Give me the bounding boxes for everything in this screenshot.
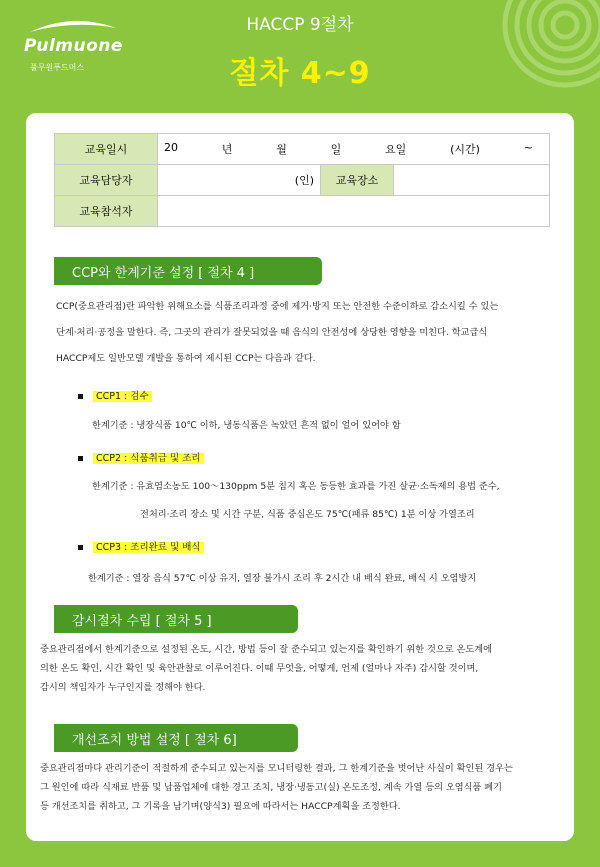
date-range-tilde: ~ bbox=[523, 141, 533, 154]
ccp2-detail-2: 전처리·조리 장소 및 시간 구분, 식품 중심온도 75℃(패류 85℃) 1분 이상 가열조리 bbox=[140, 509, 475, 520]
ccp3-detail: 한계기준 : 열장 음식 57℃ 이상 유지, 열장 불가시 조리 후 2시간 내 배식 완료, 배식 시 오염방지 bbox=[88, 573, 477, 584]
date-weekday-unit: 요일 bbox=[385, 143, 407, 156]
ccp2-item bbox=[78, 450, 204, 464]
content-card bbox=[26, 113, 574, 841]
attendee-label: 교육참석자 bbox=[55, 196, 158, 227]
section6-paragraph bbox=[40, 759, 566, 816]
section4-line-1: CCP(중요관리점)란 파악한 위해요소를 식품조리과정 중에 제거·방지 또는 안전한 수준이하로 감소시킬 수 있는 bbox=[56, 301, 499, 312]
place-field[interactable] bbox=[394, 165, 550, 196]
date-year-unit: 년 bbox=[221, 143, 233, 156]
section4-line-3: HACCP제도 일반모델 개발을 통하여 제시된 CCP는 다음과 같다. bbox=[56, 353, 316, 364]
logo-brand: Pulmuone bbox=[24, 36, 123, 56]
bullet-icon bbox=[78, 545, 83, 550]
date-month-unit: 월 bbox=[276, 143, 287, 156]
manager-label: 교육담당자 bbox=[55, 165, 158, 196]
date-field[interactable] bbox=[158, 134, 550, 165]
date-label: 교육일시 bbox=[55, 134, 158, 165]
place-label: 교육장소 bbox=[321, 165, 394, 196]
page-subtitle: 절차 4~9 bbox=[229, 56, 371, 91]
section4-line-2: 단계·처리·공정을 말한다. 즉, 그곳의 관리가 잘못되었을 때 음식의 안전성에 상당한 영향을 미친다. 학교급식 bbox=[56, 327, 488, 338]
date-year: 20 bbox=[164, 141, 178, 154]
section5-line-3: 감시의 책임자가 누구인지를 정해야 한다. bbox=[40, 682, 206, 693]
section4-paragraph bbox=[56, 294, 556, 372]
attendee-field[interactable] bbox=[158, 196, 550, 227]
ccp1-detail: 한계기준 : 냉장식품 10℃ 이하, 냉동식품은 녹았던 흔적 없이 얼어 있어야 함 bbox=[92, 420, 401, 431]
logo-subtitle: 풀무원푸드머스 bbox=[30, 63, 85, 72]
section6-heading: 개선조치 방법 설정 [ 절차 6] bbox=[54, 724, 298, 752]
ccp1-item bbox=[78, 388, 152, 402]
ccp3-item bbox=[78, 539, 204, 553]
manager-field[interactable] bbox=[158, 165, 321, 196]
date-time-label: (시간) bbox=[450, 143, 480, 156]
ccp1-label: CCP1 : 검수 bbox=[93, 391, 152, 402]
page-title: HACCP 9절차 bbox=[246, 15, 354, 35]
bullet-icon bbox=[78, 456, 83, 461]
training-info-table bbox=[54, 133, 550, 227]
section5-paragraph bbox=[40, 640, 566, 697]
section5-line-2: 의한 온도 확인, 시간 확인 및 육안관찰로 이루어진다. 이때 무엇을, 어떻게, 언제 (얼마나 자주) 감시할 것이며, bbox=[40, 663, 479, 674]
section5-line-1: 중요관리점에서 한계기준으로 설정된 온도, 시간, 방법 등이 잘 준수되고 있는지를 확인하기 위한 것으로 온도계에 bbox=[40, 644, 493, 655]
ccp2-label: CCP2 : 식품취급 및 조리 bbox=[93, 453, 204, 464]
seal-mark: (인) bbox=[294, 174, 314, 187]
section6-line-2: 그 원인에 따라 식재료 반품 및 납품업체에 대한 경고 조치, 냉장·냉동고(실) 온도조정, 계속 가열 등의 오염식품 폐기 bbox=[40, 782, 503, 793]
ccp3-label: CCP3 : 조리완료 및 배식 bbox=[93, 542, 204, 553]
decorative-rings-icon bbox=[470, 0, 600, 110]
section4-heading: CCP와 한계기준 설정 [ 절차 4 ] bbox=[54, 257, 322, 285]
section6-line-1: 중요관리점마다 관리기준이 적절하게 준수되고 있는지를 모니터링한 결과, 그 한계기준을 벗어난 사실이 확인된 경우는 bbox=[40, 763, 513, 774]
logo-swoosh-icon bbox=[28, 18, 118, 34]
date-day-unit: 일 bbox=[330, 143, 342, 156]
section5-heading: 감시절차 수립 [ 절차 5 ] bbox=[54, 605, 298, 633]
bullet-icon bbox=[78, 394, 83, 399]
ccp2-detail-1: 한계기준 : 유효염소농도 100～130ppm 5분 침지 혹은 동등한 효과를 가진 살균·소독제의 용법 준수, bbox=[92, 481, 500, 492]
header bbox=[0, 0, 600, 110]
section6-line-3: 등 개선조치를 취하고, 그 기록을 남기며(양식3) 필요에 따라서는 HACCP계획을 조정한다. bbox=[40, 801, 401, 812]
